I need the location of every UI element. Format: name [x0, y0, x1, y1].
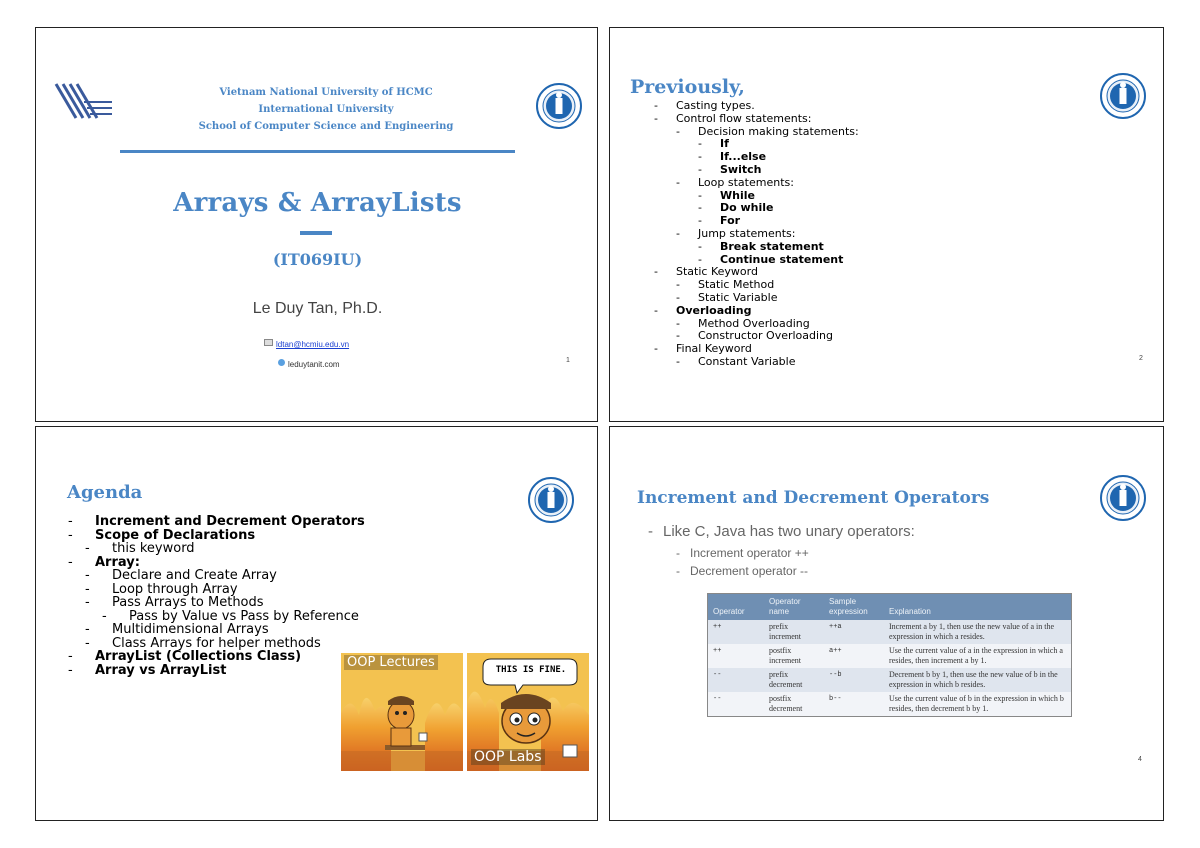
- list-item-text: Array:: [95, 554, 140, 570]
- cell-name: postfix decrement: [769, 694, 803, 713]
- bullet-dash: -: [654, 265, 658, 279]
- bullet-dash: -: [698, 162, 702, 176]
- bullet-dash: -: [68, 554, 73, 570]
- intro-bullet: - Like C, Java has two unary operators:: [648, 523, 915, 540]
- bullet-dash: -: [676, 354, 680, 368]
- intro-text: Like C, Java has two unary operators:: [663, 523, 915, 540]
- bullet-dash: -: [698, 214, 702, 228]
- bullet-dash: -: [698, 239, 702, 253]
- list-item: [68, 610, 365, 624]
- list-item-text: Declare and Create Array: [112, 568, 277, 583]
- website-link[interactable]: leduytanit.com: [288, 360, 340, 369]
- email-row: [264, 334, 349, 352]
- list-item: [68, 529, 365, 543]
- bullet-dash: -: [85, 568, 90, 583]
- bullet-dash: -: [68, 662, 73, 678]
- bullet-dash: -: [654, 99, 658, 112]
- list-item-text: Constant Variable: [698, 354, 796, 368]
- list-item: [654, 356, 859, 369]
- cell-explanation: Increment a by 1, then use the new value of a in the expression in which a resides.: [889, 622, 1055, 641]
- bullet-dash: -: [676, 124, 680, 138]
- header-operator-name: Operator name: [769, 597, 801, 616]
- iu-badge-icon: [1100, 73, 1146, 119]
- table-row: [708, 644, 1072, 668]
- recap-list: [654, 100, 859, 369]
- bullet-dash: -: [698, 252, 702, 266]
- header-explanation: Explanation: [889, 607, 931, 616]
- list-item-text: Multidimensional Arrays: [112, 622, 269, 637]
- list-item-text: Loop through Array: [112, 581, 238, 597]
- cell-name: prefix decrement: [769, 670, 803, 689]
- cell-operator: ++: [713, 647, 722, 655]
- list-item-text: Static Method: [698, 278, 775, 292]
- sub-bullet: - Increment operator ++: [676, 546, 809, 560]
- list-item-text: If...else: [720, 150, 767, 164]
- list-item: [68, 542, 365, 556]
- page-number: 2: [1139, 355, 1143, 362]
- list-item: [68, 515, 365, 529]
- list-item-text: Final Keyword: [676, 342, 752, 356]
- email-link[interactable]: ldtan@hcmiu.edu.vn: [276, 340, 350, 349]
- header-operator: Operator: [713, 607, 745, 616]
- bullet-dash: -: [698, 137, 702, 151]
- deck-title: Arrays & ArrayLists: [173, 188, 462, 218]
- list-item: [68, 569, 365, 583]
- list-item: [654, 126, 859, 139]
- list-item-text: Control flow statements:: [676, 111, 812, 125]
- list-item-text: Array vs ArrayList: [95, 662, 227, 678]
- operators-table: [707, 593, 1072, 717]
- vnu-logo-icon: [54, 80, 112, 122]
- table-header-row: [708, 594, 1072, 621]
- list-item: [68, 650, 365, 664]
- bullet-dash: -: [698, 188, 702, 202]
- list-item-text: Overloading: [676, 303, 752, 317]
- bullet-dash: -: [85, 635, 90, 651]
- iu-badge-icon: [528, 477, 574, 523]
- bullet-dash: -: [85, 581, 90, 597]
- list-item: [68, 596, 365, 610]
- list-item: [68, 623, 365, 637]
- bullet-dash: -: [676, 226, 680, 240]
- slide-previously: [609, 27, 1164, 422]
- table-row: [708, 668, 1072, 692]
- list-item-text: Increment and Decrement Operators: [95, 514, 365, 529]
- slide-agenda: [35, 426, 598, 821]
- university-line: School of Computer Science and Engineering: [198, 121, 454, 132]
- list-item: [654, 177, 859, 190]
- list-item: [654, 202, 859, 215]
- slide-heading: Previously,: [630, 76, 745, 98]
- table-row: [708, 692, 1072, 717]
- bullet-dash: -: [654, 303, 658, 317]
- slide-inc-dec-operators: [609, 426, 1164, 821]
- course-code: (IT069IU): [272, 250, 363, 269]
- globe-icon: [278, 359, 285, 366]
- bullet-dash: -: [698, 201, 702, 215]
- cell-sample: a++: [829, 647, 842, 655]
- bullet-dash: -: [654, 342, 658, 356]
- list-item-text: Pass by Value vs Pass by Reference: [129, 608, 359, 624]
- list-item-text: Switch: [720, 162, 762, 176]
- list-item-text: Method Overloading: [698, 316, 810, 330]
- cell-explanation: Use the current value of a in the expression in which a resides, then increment a by 1.: [889, 646, 1063, 665]
- slide-title: [35, 27, 598, 422]
- table-row: [708, 620, 1072, 644]
- list-item-text: Jump statements:: [698, 226, 796, 240]
- bullet-dash: -: [676, 175, 680, 189]
- bullet-dash: -: [85, 541, 90, 556]
- bullet-dash: -: [676, 290, 680, 304]
- list-item: [68, 664, 365, 678]
- list-item: [68, 583, 365, 597]
- cell-operator: --: [713, 695, 722, 703]
- list-item-text: Do while: [720, 201, 774, 215]
- bullet-dash: -: [68, 649, 73, 664]
- this-is-fine-meme: [341, 653, 589, 771]
- list-item-text: Decision making statements:: [698, 124, 859, 138]
- list-item-text: Class Arrays for helper methods: [112, 635, 321, 651]
- iu-badge-icon: [536, 83, 582, 129]
- cell-explanation: Use the current value of b in the expression in which b resides, then decrement b by 1.: [889, 694, 1064, 713]
- cell-operator: --: [713, 671, 722, 679]
- bullet-dash: -: [68, 527, 73, 543]
- list-item-text: Constructor Overloading: [698, 329, 834, 343]
- iu-badge-icon: [1100, 475, 1146, 521]
- cell-name: prefix increment: [769, 622, 801, 641]
- mail-icon: [264, 339, 273, 346]
- cell-sample: b--: [829, 695, 842, 703]
- meme-speech-text: THIS IS FINE.: [495, 665, 567, 675]
- list-item-text: Static Variable: [698, 290, 778, 304]
- university-block: [176, 84, 476, 135]
- list-item-text: Scope of Declarations: [95, 527, 256, 543]
- bullet-dash: -: [85, 622, 90, 637]
- sub-bullet: - Decrement operator --: [676, 564, 809, 578]
- bullet-dash: -: [676, 316, 680, 330]
- list-item-text: If: [720, 137, 729, 151]
- bullet-dash: -: [698, 150, 702, 164]
- list-item: [68, 637, 365, 651]
- cell-name: postfix increment: [769, 646, 801, 665]
- university-line: Vietnam National University of HCMC: [219, 87, 433, 98]
- list-item-text: Break statement: [720, 239, 824, 253]
- list-item-text: Casting types.: [676, 99, 755, 112]
- cell-operator: ++: [713, 623, 722, 631]
- list-item-text: this keyword: [112, 541, 195, 556]
- list-item-text: Static Keyword: [676, 265, 758, 279]
- slide-heading: Increment and Decrement Operators: [637, 488, 990, 508]
- website-row: [278, 354, 340, 372]
- list-item-text: Continue statement: [720, 252, 844, 266]
- list-item-text: Loop statements:: [698, 175, 794, 189]
- bullet-dash: -: [102, 608, 107, 624]
- slide-heading: Agenda: [67, 482, 143, 503]
- cell-sample: --b: [829, 671, 842, 679]
- bullet-dash: -: [85, 595, 90, 610]
- title-divider: [120, 150, 515, 153]
- list-item-text: ArrayList (Collections Class): [95, 649, 302, 664]
- cell-sample: ++a: [829, 623, 842, 631]
- bullet-dash: -: [676, 278, 680, 292]
- header-sample-expression: Sample expression: [829, 597, 868, 616]
- meme-left-caption: OOP Lectures: [344, 655, 438, 670]
- list-item: [68, 556, 365, 570]
- list-item-text: For: [720, 214, 741, 228]
- bullet-dash: -: [68, 514, 73, 529]
- author-name: Le Duy Tan, Ph.D.: [252, 300, 383, 317]
- page-number: 4: [1138, 756, 1142, 763]
- cell-explanation: Decrement b by 1, then use the new value of b in the expression in which b resides.: [889, 670, 1058, 689]
- bullet-dash: -: [676, 329, 680, 343]
- list-item-text: While: [720, 188, 755, 202]
- university-line: International University: [258, 104, 394, 115]
- decrement-text: Decrement operator --: [690, 564, 809, 578]
- meme-right-caption: OOP Labs: [471, 749, 545, 765]
- title-accent-bar: [300, 231, 332, 235]
- increment-text: Increment operator ++: [690, 546, 809, 560]
- bullet-dash: -: [654, 111, 658, 125]
- agenda-list: [68, 515, 365, 677]
- page-number: 1: [566, 357, 570, 364]
- list-item-text: Pass Arrays to Methods: [112, 595, 264, 610]
